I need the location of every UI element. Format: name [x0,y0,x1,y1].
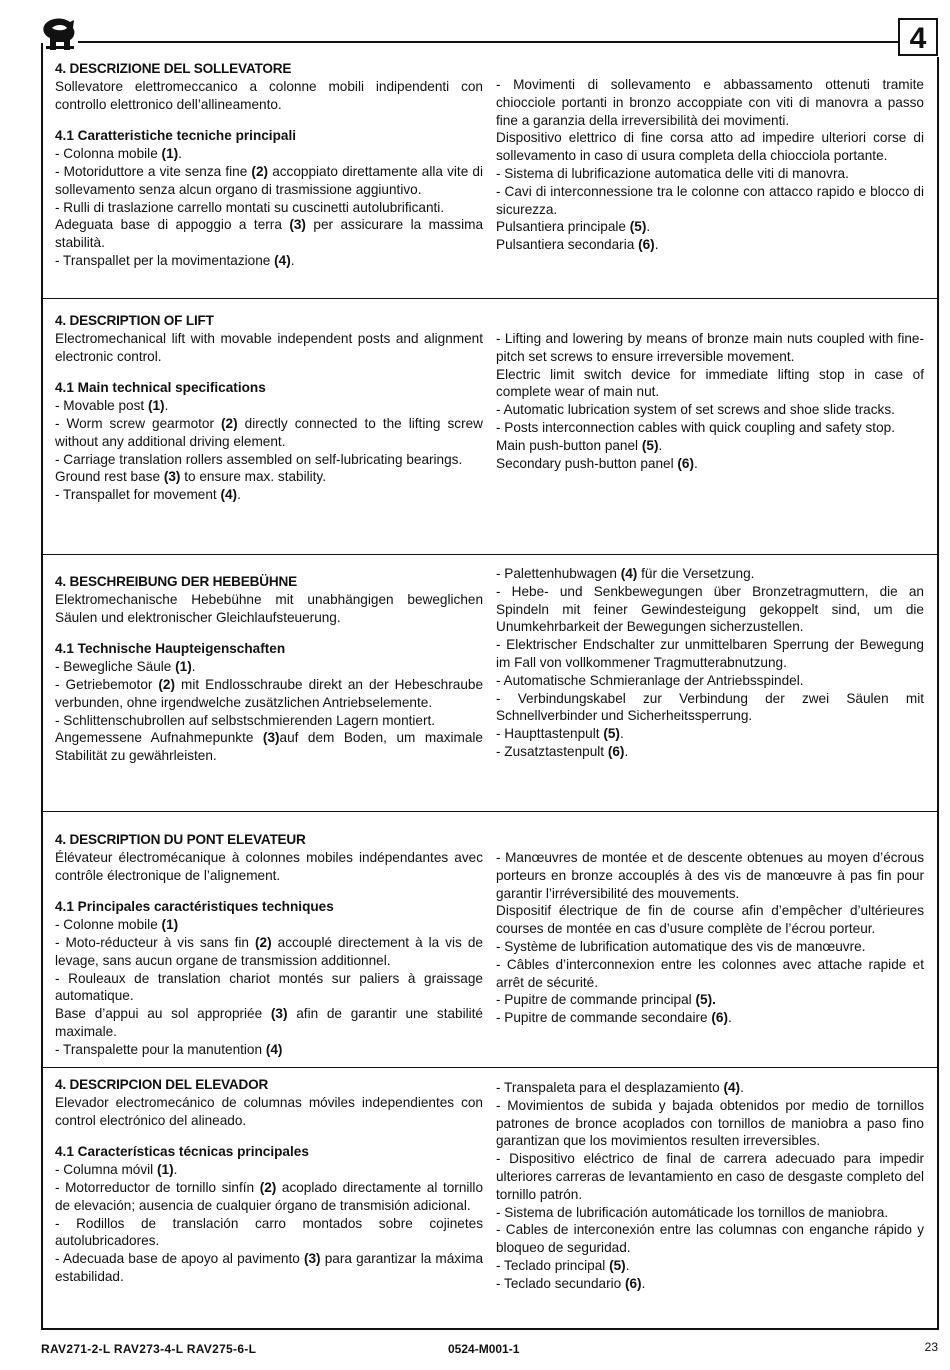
list-item [496,218,924,236]
list-item [496,437,924,455]
item-text: - Verbindungskabel zur Verbindung der zwei Säulen mit Schnellverbinder und Sicherheitssperrung. [496,690,924,724]
list-item [496,725,924,743]
item-text: Secondary push-button panel [496,455,678,471]
list-item [55,468,483,486]
section-subtitle: 4.1 Características técnicas principales [55,1144,309,1160]
item-ref: (2) [255,934,272,950]
item-tail: para garantizar la máxima estabilidad. [55,1251,483,1284]
list-item [496,330,924,366]
list-item [496,366,924,402]
section-title: 4. DESCRIPCION DEL ELEVADOR [55,1077,269,1092]
item-text: - Columna móvil [55,1162,157,1178]
item-ref: (2) [251,163,269,179]
item-tail: per assicurare la massima stabilità. [55,217,483,251]
item-tail: . [191,659,196,675]
item-text: - Haupttastenpult [496,726,604,742]
item-ref: (2) [158,676,176,692]
item-text: - Rulli di traslazione carrello montati su cuscinetti autolubrificanti. [55,199,445,215]
item-tail: . [164,398,169,414]
item-tail: directly connected to the lifting screw without any additional driving element. [55,415,483,449]
header-rule [78,41,898,43]
list-item [55,1005,483,1041]
item-ref: (4) [620,566,638,581]
item-tail: acoplado directamente al tornillo de elevación; ausencia de cualquier órgano de transmisión adicional. [55,1179,483,1213]
item-text: - Movimenti di sollevamento e abbassamento ottenuti tramite chiocciole portanti in bronzo accoppiate con viti di manovra a passo fine a garanzia della irreversibilità dei movimenti. [496,77,924,128]
item-text: - Adecuada base de apoyo al pavimento [55,1251,304,1267]
section-es-left [55,1076,483,1286]
item-ref: (2) [221,415,238,431]
item-text: - Colonne mobile [55,917,162,933]
list-item [55,1179,483,1215]
list-item [496,1204,924,1222]
item-text: - Câbles d’interconnexion entre les colonnes avec attache rapide et arrêt de sécurité. [496,956,924,990]
item-ref: (2) [259,1179,277,1195]
list-item [496,956,924,992]
item-text: - Carriage translation rollers assembled on self-lubricating bearings. [55,451,463,467]
page-number: 23 [924,1340,938,1354]
item-ref: (5) [603,726,620,742]
list-item [55,1250,483,1286]
item-text: - Pupitre de commande secondaire [496,1010,712,1026]
list-item [496,583,924,636]
item-text: - Système de lubrification automatique des vis de manœuvre. [496,938,866,954]
list-item [496,455,924,473]
section-subtitle: 4.1 Caratteristiche tecniche principali [55,128,297,144]
list-item [496,672,924,690]
section-divider [41,811,939,812]
item-text: - Teclado principal [496,1257,610,1273]
item-tail: . [740,1080,744,1095]
item-ref: (6) [677,455,695,471]
list-item [55,676,483,712]
item-text: - Transpalette pour la manutention [55,1041,266,1057]
section-title: 4. DESCRIZIONE DEL SOLLEVATORE [55,61,292,76]
section-divider [41,1067,939,1068]
item-tail: accoppiato direttamente alla vite di sollevamento senza alcun organo di trasmissione aggiuntivo. [55,163,484,197]
item-text: Pulsantiera secondaria [496,237,639,253]
item-ref: (6) [607,743,625,759]
item-ref: (1) [156,1162,174,1178]
list-item [55,1161,483,1179]
section-title: 4. DESCRIPTION OF LIFT [55,313,214,328]
item-text: - Bewegliche Säule [55,659,176,675]
section-subtitle: 4.1 Main technical specifications [55,380,266,396]
chapter-number: 4 [898,18,938,56]
section-fr-left [55,831,483,1059]
list-item [496,1079,924,1097]
section-es-right [496,1079,924,1293]
section-divider [41,554,939,555]
list-item [55,1215,483,1251]
item-tail: . [237,487,241,503]
frame-left-border [41,43,43,1329]
ravaglioli-logo-icon [40,16,80,54]
item-text: Ground rest base [55,469,164,485]
item-tail: . [178,146,182,162]
item-text: - Pupitre de commande principal [496,992,696,1008]
item-text: - Movimientos de subida y bajada obtenidos por medio de tornillos patrones de bronce acoplados con tornillos de maniobra a paso fino garantizan que los movimientos resulten irreversibles. [496,1097,924,1149]
item-tail: auf dem Boden, um maximale Stabilität zu gewährleisten. [55,730,483,764]
spacer [55,365,483,379]
item-text: - Transpaleta para el desplazamiento [496,1080,724,1095]
item-text: Dispositivo elettrico di fine corsa atto ad impedire ulteriori corse di sollevamento in caso di usura completa della chiocciola portante. [496,130,924,164]
list-item [496,1009,924,1027]
item-tail: . [727,1010,732,1026]
item-text: - Zusatztastenpult [496,743,608,759]
section-intro: Elevador electromecánico de columnas móviles independientes con control electrónico del alineado. [55,1094,483,1128]
item-text: - Automatic lubrication system of set screws and shoe slide tracks. [496,402,895,418]
section-intro: Sollevatore elettromeccanico a colonne mobili indipendenti con controllo elettronico dell’allineamento. [55,78,483,112]
item-ref: (1) [161,917,179,933]
item-ref: (5) [641,437,659,453]
item-text: - Cables de interconexión entre las columnas con enganche rápido y bloqueo de seguridad. [496,1222,924,1256]
frame-right-border [937,57,939,1329]
section-fr-right [496,849,924,1027]
spacer [55,113,483,127]
item-text: Pulsantiera principale [496,219,630,235]
list-item [55,451,483,469]
item-ref: (5). [695,992,716,1008]
list-item [55,934,483,970]
list-item [496,849,924,902]
item-text: - Moto-réducteur à vis sans fin [55,934,255,950]
item-tail: . [619,726,624,742]
item-text: - Schlittenschubrollen auf selbstschmierenden Lagern montiert. [55,712,436,728]
item-text: - Cavi di interconnessione tra le colonne con attacco rapido e blocco di sicurezza. [496,183,924,217]
section-divider [41,298,939,299]
item-text: - Movable post [55,398,148,414]
section-intro: Elektromechanische Hebebühne mit unabhängigen beweglichen Säulen und elektronischer Gleichlaufsteuerung. [55,591,483,625]
section-en-left [55,312,483,504]
list-item [496,1275,924,1293]
item-ref: (1) [161,146,179,162]
list-item [55,397,483,415]
item-ref: (3) [303,1251,321,1267]
list-item [55,916,483,934]
item-ref: (4) [274,252,291,268]
list-item [496,183,924,219]
item-tail: mit Endlosschraube direkt an der Hebeschraube verbunden, ohne irgendwelche zusätzlichen Antriebselemente. [55,676,484,710]
item-text: - Transpallet per la movimentazione [55,252,275,268]
list-item [496,129,924,165]
list-item [55,163,483,199]
item-ref: (4) [265,1041,283,1057]
section-title: 4. DESCRIPTION DU PONT ELEVATEUR [55,832,306,847]
list-item [496,690,924,726]
item-text: - Rodillos de translación carro montados sobre cojinetes autolubricadores. [55,1215,483,1249]
item-tail: afin de garantir une stabilité maximale. [55,1006,483,1039]
section-subtitle: 4.1 Technische Haupteigenschaften [55,641,286,657]
list-item [55,415,483,451]
item-text: - Posts interconnection cables with quick coupling and safety stop. [496,419,895,435]
item-text: - Manœuvres de montée et de descente obtenues au moyen d’écrous porteurs en bronze accouplés à des vis de manœuvre à pas fin pour garantir l’irréversibilité des mouvements. [496,850,924,901]
item-text: Main push-button panel [496,437,642,453]
list-item [55,145,483,163]
item-ref: (4) [723,1080,741,1095]
item-tail: to ensure max. stability. [180,469,326,485]
list-item [496,1257,924,1275]
item-tail: . [654,237,659,253]
list-item [55,729,483,765]
item-ref: (3) [163,469,181,485]
item-tail: . [625,1257,630,1273]
list-item [496,401,924,419]
section-it-right [496,76,924,254]
list-item [55,199,483,217]
list-item [496,1097,924,1150]
item-text: - Automatische Schmieranlage der Antriebsspindel. [496,672,804,688]
item-text: - Dispositivo eléctrico de final de carrera adecuado para impedir ulteriores carreras de levantamiento en caso de desgaste completo del tornillo patrón. [496,1151,924,1202]
list-item [496,1221,924,1257]
list-item [496,902,924,938]
item-text: - Sistema de lubrificación automáticade los tornillos de maniobra. [496,1204,889,1220]
item-text: Dispositif électrique de fin de course afin d’empêcher d’ultérieures courses de montée en cas d’usure complète de l’écrou porteur. [496,903,924,937]
item-text: - Sistema di lubrificazione automatica delle viti di manovra. [496,165,849,181]
item-text: - Transpallet for movement [55,487,221,503]
list-item [496,1150,924,1203]
item-ref: (6) [711,1010,728,1026]
section-title: 4. BESCHREIBUNG DER HEBEBÜHNE [55,574,297,589]
list-item [55,712,483,730]
item-ref: (1) [175,659,192,675]
item-ref: (5) [629,219,647,235]
list-item [496,565,924,583]
item-text: - Motoriduttore a vite senza fine [55,163,252,179]
item-text: - Lifting and lowering by means of bronze main nuts coupled with fine-pitch set screws to ensure irreversible movement. [496,331,924,364]
item-ref: (5) [609,1257,626,1273]
list-item [55,486,483,504]
footer-doc-code: 0524-M001-1 [448,1342,520,1356]
list-item [496,419,924,437]
section-intro: Electromechanical lift with movable independent posts and alignment electronic control. [55,330,483,364]
list-item [496,991,924,1009]
item-ref: (4) [220,487,238,503]
list-item [496,76,924,129]
list-item [496,165,924,183]
item-tail: . [290,252,295,268]
item-text: Angemessene Aufnahmepunkte [55,730,263,746]
section-subtitle: 4.1 Principales caractéristiques techniques [55,899,334,915]
item-ref: (3) [289,217,306,233]
list-item [55,1041,483,1059]
item-text: - Palettenhubwagen [496,566,621,581]
list-item [496,236,924,254]
item-text: - Rouleaux de translation chariot montés sur paliers à graissage automatique. [55,970,483,1004]
spacer [55,626,483,640]
item-tail: für die Versetzung. [637,566,755,581]
spacer [55,1129,483,1143]
item-tail: . [624,743,629,759]
item-ref: (1) [147,398,165,414]
list-item [55,252,483,270]
item-text: - Hebe- und Senkbewegungen über Bronzetragmuttern, die an Spindeln mit feiner Gewindesteigung gekoppelt sind, um die Unumkehrbarkeit der Bewegungen sicherzustellen. [496,583,924,635]
item-text: Base d’appui au sol appropriée [55,1006,271,1022]
section-it-left [55,60,483,270]
spacer [55,884,483,898]
section-de-left [55,573,483,765]
list-item [496,938,924,956]
list-item [55,970,483,1006]
list-item [55,658,483,676]
list-item [55,216,483,252]
item-ref: (3) [262,730,280,746]
item-ref: (6) [624,1275,642,1291]
item-tail: . [658,437,663,453]
item-text: - Motorreductor de tornillo sinfín [55,1179,260,1195]
item-tail: . [694,455,698,471]
list-item [496,743,924,761]
item-text: - Worm screw gearmotor [55,415,222,431]
item-ref: (3) [270,1006,288,1022]
item-ref: (6) [638,237,655,253]
item-text: Electric limit switch device for immediate lifting stop in case of complete wear of main nut. [496,366,924,400]
item-tail: . [641,1275,646,1291]
section-en-right [496,330,924,472]
item-text: Adeguata base di appoggio a terra [55,217,290,233]
frame-bottom-border [41,1328,939,1330]
section-intro: Élévateur électromécanique à colonnes mobiles indépendantes avec contrôle électronique de l’alignement. [55,849,483,883]
item-tail: . [646,219,651,235]
item-text: - Elektrischer Endschalter zur unmittelbaren Sperrung der Bewegung im Fall von vollkommener Tragmutterabnutzung. [496,637,924,670]
item-text: - Teclado secundario [496,1275,625,1291]
item-tail: . [173,1162,178,1178]
item-text: - Getriebemotor [55,676,159,692]
section-de-right [496,565,924,761]
item-text: - Colonna mobile [55,146,162,162]
list-item [496,636,924,672]
item-tail: accouplé directement à la vis de levage, sans aucun organe de transmission additionnel. [55,934,483,968]
footer-models: RAV271-2-L RAV273-4-L RAV275-6-L [41,1342,257,1356]
